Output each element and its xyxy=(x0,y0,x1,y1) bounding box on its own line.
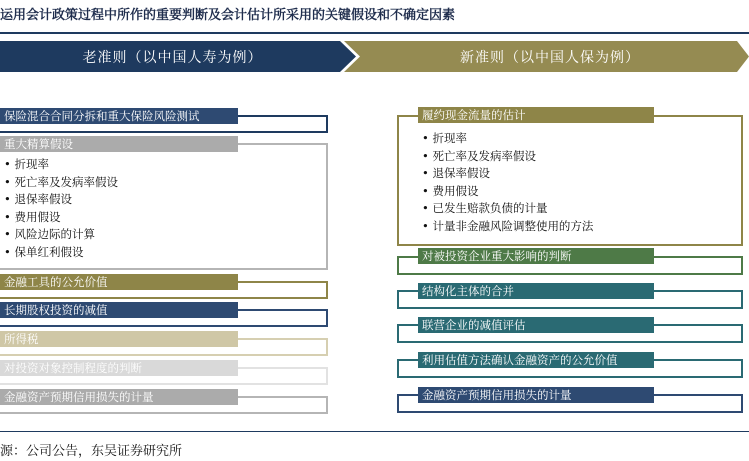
list-item: • 费用假设 xyxy=(422,183,479,198)
new-cashflow-estimates-list xyxy=(422,130,593,236)
list-item: • 已发生赔款负债的计量 xyxy=(422,201,548,216)
list-item: • 风险边际的计算 xyxy=(4,227,95,242)
list-item: • 折现率 xyxy=(4,157,49,171)
old-item-1: 保险混合合同分拆和重大保险风险测试 xyxy=(0,108,238,124)
new-item-5: 利用估值方法确认金融资产的公允价值 xyxy=(418,352,654,368)
old-item-4: 长期股权投资的减值 xyxy=(0,302,238,318)
old-item-2: 重大精算假设 xyxy=(0,136,238,152)
new-item-3: 结构化主体的合并 xyxy=(418,283,654,299)
page-title: 运用会计政策过程中所作的重要判断及会计估计所采用的关键假设和不确定因素 xyxy=(0,8,456,23)
old-item-3: 金融工具的公允价值 xyxy=(0,274,238,290)
old-item-6: 对投资对象控制程度的判断 xyxy=(0,360,238,376)
list-item: • 死亡率及发病率假设 xyxy=(4,174,118,189)
list-item: • 退保率假设 xyxy=(4,192,72,207)
old-item-5: 所得税 xyxy=(0,331,238,347)
old-actuarial-assumptions-list xyxy=(4,156,118,262)
list-item: • 退保率假设 xyxy=(422,166,490,181)
new-item-1: 履约现金流量的估计 xyxy=(418,107,654,123)
new-item-2: 对被投资企业重大影响的判断 xyxy=(418,248,654,264)
top-divider xyxy=(0,32,749,34)
list-item: • 折现率 xyxy=(422,131,467,145)
new-item-6: 金融资产预期信用损失的计量 xyxy=(418,387,654,403)
new-item-4: 联营企业的减值评估 xyxy=(418,317,654,333)
list-item: • 保单红利假设 xyxy=(4,244,84,259)
list-item: • 费用假设 xyxy=(4,209,61,224)
bottom-divider xyxy=(0,431,749,432)
old-standard-header: 老准则（以中国人寿为例） xyxy=(82,49,263,66)
old-item-7: 金融资产预期信用损失的计量 xyxy=(0,389,238,405)
new-standard-header: 新准则（以中国人保为例） xyxy=(460,49,640,66)
list-item: • 计量非金融风险调整使用的方法 xyxy=(422,218,594,233)
source-note: 源：公司公告，东吴证券研究所 xyxy=(0,444,183,459)
list-item: • 死亡率及发病率假设 xyxy=(422,148,536,163)
